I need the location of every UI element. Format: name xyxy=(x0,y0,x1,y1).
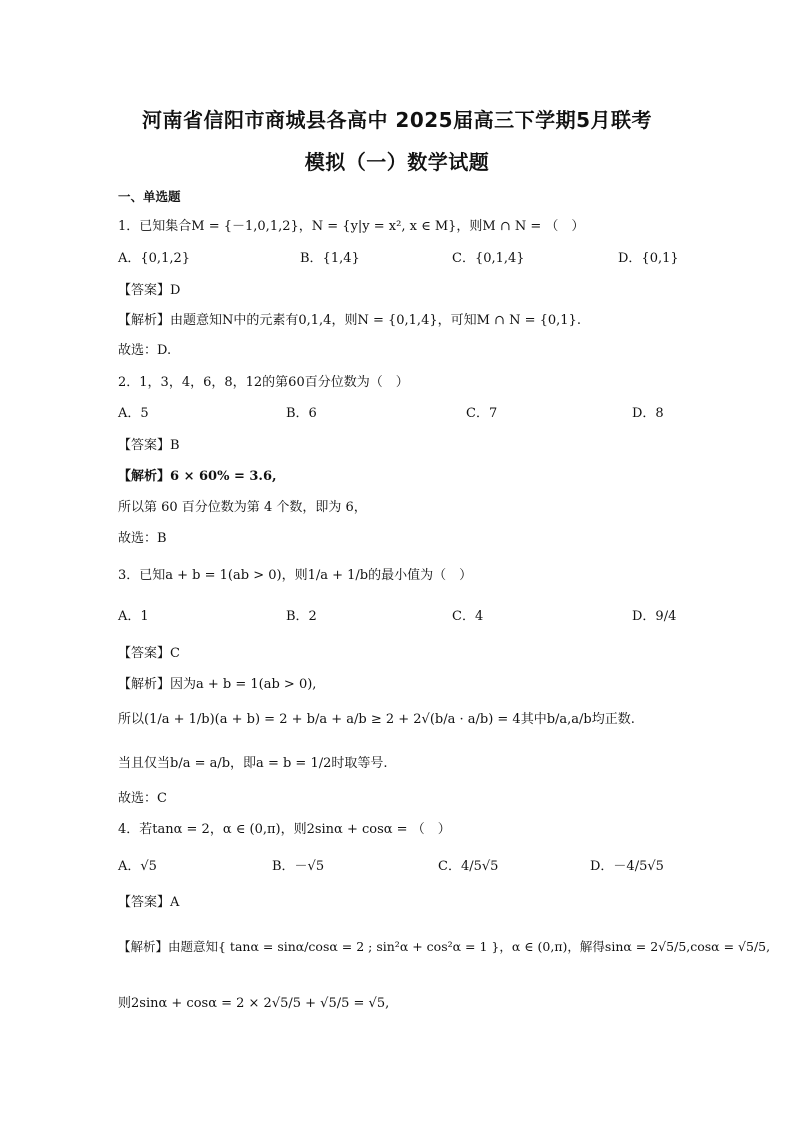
q2-option-c: C．7 xyxy=(466,406,498,421)
q2-answer: 【答案】B xyxy=(118,438,180,453)
q3-conclusion: 故选：C xyxy=(118,791,167,806)
q1-option-c: C．{0,1,4} xyxy=(452,251,525,266)
document-title-line-1: 河南省信阳市商城县各高中 2025届高三下学期5月联考 xyxy=(141,108,653,132)
q1-answer: 【答案】D xyxy=(118,283,181,298)
q1-conclusion: 故选：D. xyxy=(118,343,172,358)
q2-step: 所以第 60 百分位数为第 4 个数，即为 6， xyxy=(118,500,367,515)
q2-stem: 2．1，3，4，6，8，12的第60百分位数为（ ） xyxy=(118,375,409,390)
q3-option-a: A．1 xyxy=(118,609,149,624)
q4-option-a: A．√5 xyxy=(118,859,157,874)
q3-answer: 【答案】C xyxy=(118,646,180,661)
q2-option-d: D．8 xyxy=(632,406,664,421)
q4-step: 则2sinα + cosα = 2 × 2√5/5 + √5/5 = √5, xyxy=(118,996,390,1011)
q1-option-d: D．{0,1} xyxy=(618,251,679,266)
q4-answer: 【答案】A xyxy=(118,895,180,910)
q3-step-1: 所以(1/a + 1/b)(a + b) = 2 + b/a + a/b ≥ 2 + 2√(b/a · a/b) = 4其中b/a,a/b均正数. xyxy=(118,712,635,727)
q4-analysis: 【解析】由题意知{ tanα = sinα/cosα = 2 ; sin²α + cos²α = 1 }，α ∈ (0,π)，解得sinα = 2√5/5,cosα = √5/5, xyxy=(118,939,771,954)
q1-option-a: A．{0,1,2} xyxy=(118,251,191,266)
q2-analysis: 【解析】6 × 60% = 3.6, xyxy=(118,469,277,484)
q1-analysis: 【解析】由题意知N中的元素有0,1,4，则N = {0,1,4}，可知M ∩ N = {0,1}. xyxy=(118,313,581,328)
q3-option-b: B．2 xyxy=(286,609,317,624)
q4-option-c: C．4/5√5 xyxy=(438,859,499,874)
q2-option-a: A．5 xyxy=(118,406,149,421)
q3-analysis: 【解析】因为a + b = 1(ab > 0), xyxy=(118,677,317,692)
q4-option-b: B．－√5 xyxy=(272,859,325,874)
q1-option-b: B．{1,4} xyxy=(300,251,360,266)
q2-conclusion: 故选：B xyxy=(118,531,167,546)
q4-option-d: D．－4/5√5 xyxy=(590,859,664,874)
document-title-line-2: 模拟（一）数学试题 xyxy=(304,150,490,174)
q3-option-c: C．4 xyxy=(452,609,484,624)
q3-option-d: D．9/4 xyxy=(632,609,677,624)
q3-step-2: 当且仅当b/a = a/b，即a = b = 1/2时取等号. xyxy=(118,756,388,771)
q3-stem: 3．已知a + b = 1(ab > 0)，则1/a + 1/b的最小值为（ ） xyxy=(118,568,473,583)
q2-option-b: B．6 xyxy=(286,406,317,421)
q4-stem: 4．若tanα = 2，α ∈ (0,π)，则2sinα + cosα = （ ） xyxy=(118,822,451,837)
section-heading: 一、单选题 xyxy=(118,189,181,204)
q1-stem: 1．已知集合M = {－1,0,1,2}，N = {y|y = x², x ∈ M}，则M ∩ N = （ ） xyxy=(118,219,585,234)
